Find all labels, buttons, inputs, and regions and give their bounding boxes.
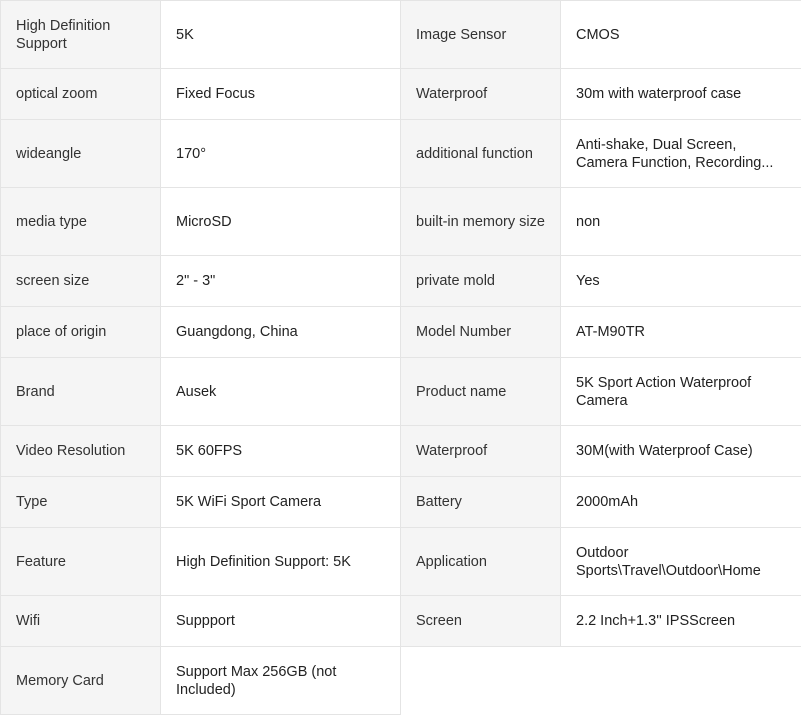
spec-value: Support Max 256GB (not Included) <box>161 647 401 715</box>
spec-value: Ausek <box>161 358 401 426</box>
table-row <box>1 307 801 358</box>
table-row <box>1 358 801 426</box>
spec-value: AT-M90TR <box>561 307 801 358</box>
spec-label: Waterproof <box>401 426 561 477</box>
spec-label: Screen <box>401 596 561 647</box>
spec-value: 5K <box>161 1 401 69</box>
spec-label: Wifi <box>1 596 161 647</box>
table-row <box>1 426 801 477</box>
spec-value: Suppport <box>161 596 401 647</box>
spec-label: Waterproof <box>401 69 561 120</box>
spec-label: Application <box>401 528 561 596</box>
spec-label: High Definition Support <box>1 1 161 69</box>
spec-label: built-in memory size <box>401 188 561 256</box>
spec-value: High Definition Support: 5K <box>161 528 401 596</box>
spec-label <box>401 647 561 715</box>
table-row <box>1 256 801 307</box>
spec-value: Yes <box>561 256 801 307</box>
spec-label: Type <box>1 477 161 528</box>
table-row <box>1 596 801 647</box>
spec-value: Anti-shake, Dual Screen, Camera Function, Recording... <box>561 120 801 188</box>
spec-value: 2000mAh <box>561 477 801 528</box>
spec-label: Video Resolution <box>1 426 161 477</box>
spec-value: Outdoor Sports\Travel\Outdoor\Home <box>561 528 801 596</box>
table-row <box>1 477 801 528</box>
spec-value: CMOS <box>561 1 801 69</box>
spec-value: 170° <box>161 120 401 188</box>
spec-label: Memory Card <box>1 647 161 715</box>
spec-value: Fixed Focus <box>161 69 401 120</box>
table-row <box>1 1 801 69</box>
table-row <box>1 528 801 596</box>
spec-label: wideangle <box>1 120 161 188</box>
spec-label: Battery <box>401 477 561 528</box>
spec-label: Image Sensor <box>401 1 561 69</box>
spec-value: 5K 60FPS <box>161 426 401 477</box>
spec-label: additional function <box>401 120 561 188</box>
table-row <box>1 647 801 715</box>
spec-label: place of origin <box>1 307 161 358</box>
spec-label: Brand <box>1 358 161 426</box>
spec-label: media type <box>1 188 161 256</box>
spec-label: screen size <box>1 256 161 307</box>
spec-label: optical zoom <box>1 69 161 120</box>
spec-value: 30m with waterproof case <box>561 69 801 120</box>
spec-value: 2" - 3" <box>161 256 401 307</box>
spec-value: 30M(with Waterproof Case) <box>561 426 801 477</box>
table-row <box>1 69 801 120</box>
spec-label: Model Number <box>401 307 561 358</box>
spec-value <box>561 647 801 715</box>
spec-value: 2.2 Inch+1.3'' IPSScreen <box>561 596 801 647</box>
spec-label: Feature <box>1 528 161 596</box>
spec-value: non <box>561 188 801 256</box>
spec-value: Guangdong, China <box>161 307 401 358</box>
spec-label: Product name <box>401 358 561 426</box>
spec-value: MicroSD <box>161 188 401 256</box>
table-row <box>1 120 801 188</box>
spec-label: private mold <box>401 256 561 307</box>
table-row <box>1 188 801 256</box>
spec-value: 5K Sport Action Waterproof Camera <box>561 358 801 426</box>
spec-value: 5K WiFi Sport Camera <box>161 477 401 528</box>
